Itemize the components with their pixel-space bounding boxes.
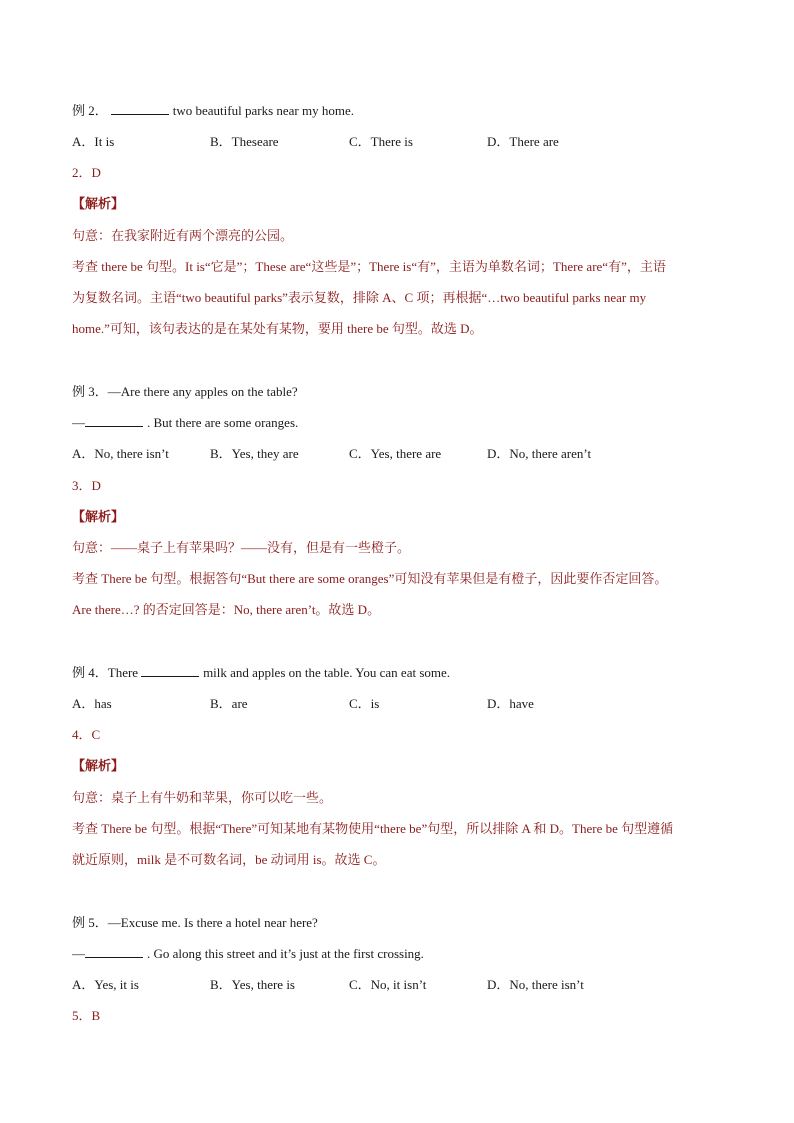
q2-explain-line-3: home.”可知，该句表达的是在某处有某物，要用 there be 句型。故选 D。 — [72, 321, 483, 336]
q3-stem-2 — [72, 414, 298, 432]
q2-option-b: B．Theseare — [210, 134, 279, 149]
q5-option-d: D．No, there isn’t — [487, 977, 584, 992]
q2-answer: 2．D — [72, 165, 101, 180]
q3-option-a: A．No, there isn’t — [72, 446, 169, 461]
q4-stem — [72, 664, 450, 682]
q3-explain-line-2: Are there…? 的否定回答是：No, there aren’t。故选 D。 — [72, 602, 381, 617]
q4-explain-line-1: 考查 There be 句型。根据“There”可知某地有某物使用“there be”句型，所以排除 A 和 D。There be 句型遵循 — [72, 821, 674, 836]
q3-answer: 3．D — [72, 478, 101, 493]
q4-meaning: 句意：桌子上有牛奶和苹果，你可以吃一些。 — [72, 790, 333, 805]
q5-stem-text: —Excuse me. Is there a hotel near here? — [107, 915, 318, 930]
q2-number: 例 2． — [72, 103, 108, 118]
q3-analysis-heading: 【解析】 — [72, 509, 125, 524]
q2-option-c: C．There is — [349, 134, 413, 149]
q4-option-b: B．are — [210, 696, 248, 711]
q3-blank — [85, 414, 143, 427]
q2-option-d: D．There are — [487, 134, 559, 149]
q2-option-a: A．It is — [72, 134, 115, 149]
q4-blank — [141, 664, 199, 677]
q3-stem-text: —Are there any apples on the table? — [107, 384, 298, 399]
q2-explain-line-2: 为复数名词。主语“two beautiful parks”表示复数，排除 A、C 项；再根据“…two beautiful parks near my — [72, 290, 647, 305]
q3-number: 例 3． — [72, 384, 108, 399]
q5-blank — [85, 945, 143, 958]
q5-number: 例 5． — [72, 915, 108, 930]
q3-stem — [72, 383, 298, 401]
q3-dash: — — [72, 415, 85, 430]
q4-number: 例 4．There — [72, 665, 139, 680]
q2-stem — [72, 102, 354, 120]
q3-explain-line-1: 考查 There be 句型。根据答句“But there are some oranges”可知没有苹果但是有橙子，因此要作否定回答。 — [72, 571, 668, 586]
q3-option-b: B．Yes, they are — [210, 446, 299, 461]
q2-stem-text: two beautiful parks near my home. — [172, 103, 354, 118]
q5-option-b: B．Yes, there is — [210, 977, 295, 992]
q2-analysis-heading: 【解析】 — [72, 196, 125, 211]
q5-answer: 5．B — [72, 1008, 101, 1023]
q5-stem-2-text: . Go along this street and it’s just at the first crossing. — [147, 946, 424, 961]
q3-option-d: D．No, there aren’t — [487, 446, 592, 461]
q5-stem-2 — [72, 945, 424, 963]
q5-option-c: C．No, it isn’t — [349, 977, 427, 992]
q4-option-d: D．have — [487, 696, 534, 711]
q5-stem — [72, 914, 318, 932]
q2-blank — [111, 102, 169, 115]
q2-meaning: 句意：在我家附近有两个漂亮的公园。 — [72, 228, 294, 243]
q4-explain-line-2: 就近原则，milk 是不可数名词，be 动词用 is。故选 C。 — [72, 852, 386, 867]
q3-stem-2-text: . But there are some oranges. — [147, 415, 299, 430]
q4-option-c: C．is — [349, 696, 380, 711]
q2-explain-line-1: 考查 there be 句型。It is“它是”；These are“这些是”；There is“有”，主语为单数名词；There are“有”，主语 — [72, 259, 666, 274]
q4-answer: 4．C — [72, 727, 101, 742]
q5-option-a: A．Yes, it is — [72, 977, 139, 992]
q3-meaning: 句意：——桌子上有苹果吗？——没有，但是有一些橙子。 — [72, 540, 411, 555]
q3-option-c: C．Yes, there are — [349, 446, 442, 461]
q4-analysis-heading: 【解析】 — [72, 758, 125, 773]
q4-option-a: A．has — [72, 696, 112, 711]
q4-stem-text: milk and apples on the table. You can eat some. — [203, 665, 451, 680]
q5-dash: — — [72, 946, 85, 961]
